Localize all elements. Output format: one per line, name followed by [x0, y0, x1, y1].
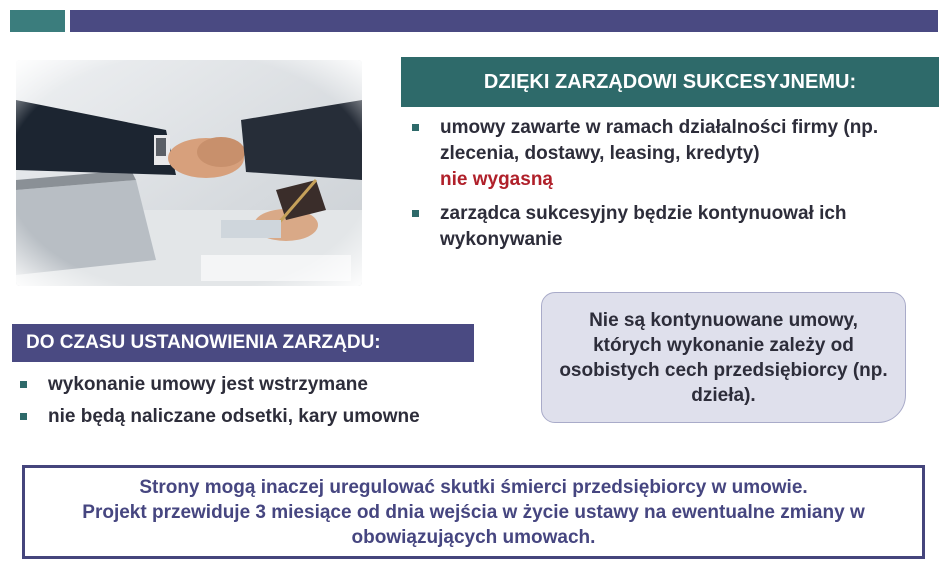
summary-line-1: Strony mogą inaczej uregulować skutki śmierci przedsiębiorcy w umowie. — [139, 476, 808, 498]
summary-line-2: Projekt przewiduje 3 miesiące od dnia wejścia w życie ustawy na ewentualne zmiany w obowiązujących umowach. — [82, 501, 865, 548]
bullet-text: wykonanie umowy jest wstrzymane — [48, 374, 368, 395]
note-callout — [541, 292, 906, 423]
square-bullet-icon — [412, 124, 419, 131]
highlight-text: nie wygasną — [440, 169, 553, 190]
bullets-until-management — [18, 372, 488, 436]
header-bar — [70, 10, 938, 32]
list-item — [410, 115, 935, 193]
bullet-text: nie będą naliczane odsetki, kary umowne — [48, 406, 420, 427]
heading-until-management: DO CZASU USTANOWIENIA ZARZĄDU: — [12, 324, 474, 362]
bullet-text: zarządca sukcesyjny będzie kontynuował ich wykonywanie — [440, 203, 847, 250]
square-bullet-icon — [20, 381, 27, 388]
bullet-text: umowy zawarte w ramach działalności firmy (np. zlecenia, dostawy, leasing, kredyty) — [440, 117, 879, 164]
list-item — [410, 201, 935, 253]
bullets-successor-management — [410, 115, 935, 261]
summary-box — [22, 465, 925, 559]
list-item — [18, 372, 488, 398]
list-item — [18, 404, 488, 430]
heading-successor-management: DZIĘKI ZARZĄDOWI SUKCESYJNEMU: — [401, 57, 939, 107]
handshake-photo — [16, 60, 362, 286]
note-text: Nie są kontynuowane umowy, których wykonanie zależy od osobistych cech przedsiębiorcy (np. dzieła). — [559, 309, 888, 406]
square-bullet-icon — [412, 210, 419, 217]
square-bullet-icon — [20, 413, 27, 420]
header-accent-bar — [10, 10, 65, 32]
